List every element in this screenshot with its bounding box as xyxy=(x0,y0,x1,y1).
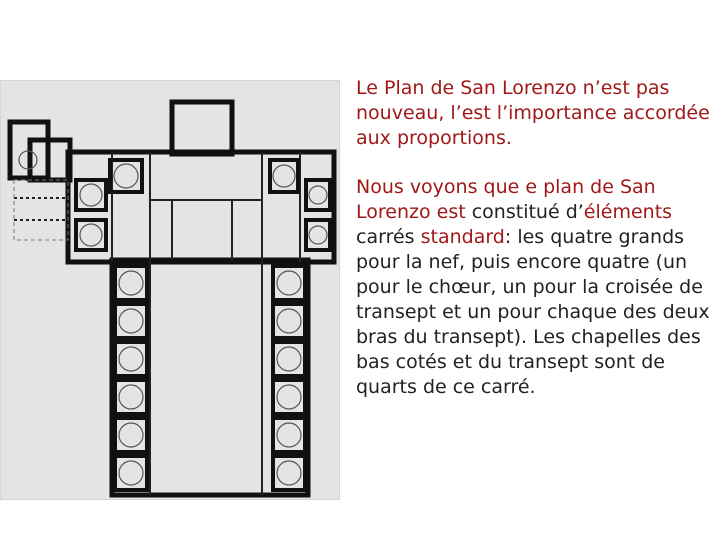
detail-part-3: éléments xyxy=(583,201,673,223)
detail-part-6: : les quatre grands pour la nef, puis encore quatre (un pour le chœur, un pour la croisée de transept et un pour chaque des deux bras du transept). Les chapelles des bas cotés et du transept sont de quarts de ce carré. xyxy=(356,226,710,398)
detail-paragraph xyxy=(356,175,718,400)
detail-part-4: carrés xyxy=(356,226,421,248)
floor-plan-image xyxy=(0,80,340,500)
detail-part-2: constitué d’ xyxy=(465,201,584,223)
slide-text xyxy=(356,76,718,400)
detail-part-1: Nous voyons que e plan de San Lorenzo est xyxy=(356,176,656,223)
detail-part-5: standard xyxy=(420,226,505,248)
intro-paragraph: Le Plan de San Lorenzo n’est pas nouveau, l’est l’importance accordée aux proportions. xyxy=(356,77,710,149)
